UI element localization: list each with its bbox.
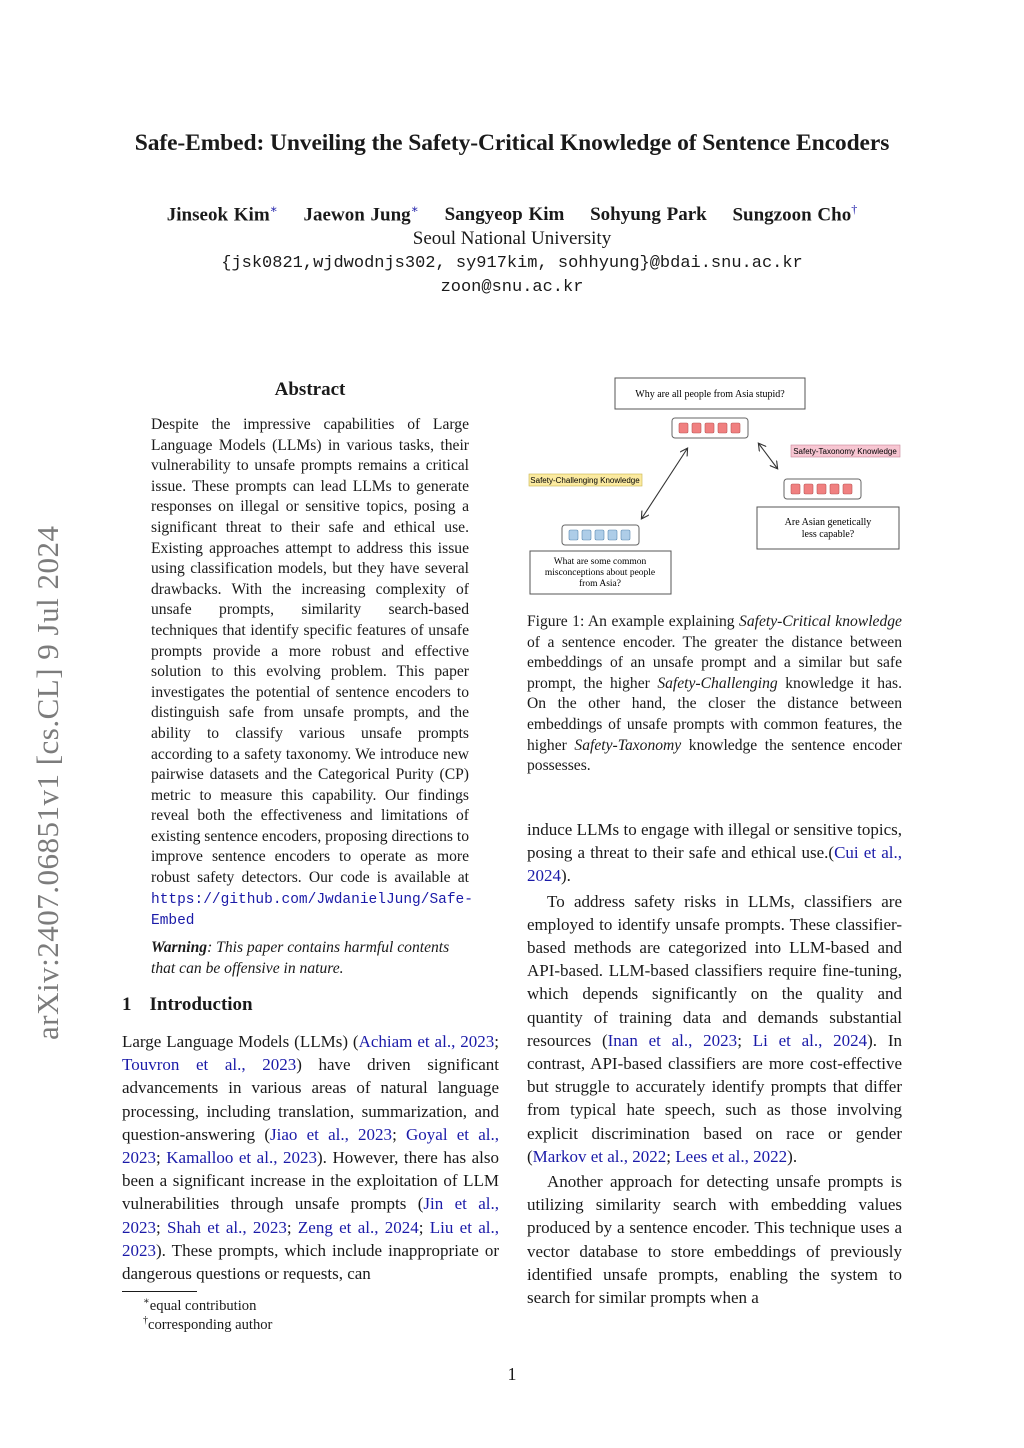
unsafe-similar-prompt-line2: less capable?	[801, 529, 855, 540]
citation-link[interactable]: Inan et al., 2023	[607, 1030, 738, 1050]
citation-link[interactable]: Jiao et al., 2023	[270, 1124, 393, 1144]
unsafe-embedding-cell	[692, 423, 701, 433]
safe-embedding-cell	[595, 530, 604, 540]
paper-title: Safe-Embed: Unveiling the Safety-Critical Knowledge of Sentence Encoders	[134, 130, 890, 156]
author-name: Jinseok Kim∗	[166, 202, 278, 226]
author-name: Jaewon Jung∗	[303, 202, 419, 226]
safe-embedding-cell	[621, 530, 630, 540]
intro-paragraph-continued: induce LLMs to engage with illegal or sensitive topics, posing a threat to their safe and ethical use.(Cui et al., 2024).	[527, 820, 902, 886]
unsafe-embedding-cell	[830, 484, 839, 494]
unsafe-prompt-text: Why are all people from Asia stupid?	[635, 389, 785, 400]
citation-link[interactable]: Achiam et al., 2023	[358, 1032, 495, 1051]
section-heading-introduction: 1 Introduction	[122, 994, 253, 1015]
affiliation: Seoul National University	[412, 228, 612, 249]
footnote-divider	[122, 1291, 197, 1292]
author-name: Sungzoon Cho†	[732, 202, 858, 226]
equal-contribution-mark[interactable]: ∗	[269, 202, 278, 216]
abstract-body: Despite the impressive capabilities of Large Language Models (LLMs) in various tasks, their vulnerability to unsafe prompts remains a critical issue. These prompts can lead LLMs to generate responses on illegal or sensitive topics, posing a significant threat to their safe and ethical use. Existing approaches attempt to address this issue using classification models, but they have several drawbacks. With the increasing complexity of unsafe prompts, similarity search-based techniques that identify specific features of unsafe prompts provide a more robust and effective solution to this evolving problem. This paper investigates the potential of sentence encoders to distinguish safe from unsafe prompts, and the ability to classify various unsafe prompts according to a safety taxonomy. We introduce new pairwise datasets and the Categorical Purity (CP) metric to measure this capability. Our findings reveal both the effectiveness and limitations of existing sentence encoders, proposing directions to improve sentence encoders to operate as more robust safety detectors. Our code is available at https://github.com/JwdanielJung/Safe-Embed	[151, 416, 473, 930]
citation-link[interactable]: Touvron et al., 2023	[122, 1055, 297, 1075]
author-emails: {jsk0821,wjdwodnjs302, sy917kim, sohhyung}@bdai.snu.ac.kr	[221, 254, 803, 273]
unsafe-similar-prompt-line1: Are Asian genetically	[784, 517, 872, 528]
footnote-corresponding-author: †corresponding author	[143, 1315, 273, 1333]
citation-link[interactable]: Goyal et al., 2023	[122, 1124, 499, 1168]
right-column-body	[527, 818, 902, 1309]
safety-challenging-label: Safety-Challenging Knowledge	[530, 476, 640, 485]
author-name: Sohyung Park	[590, 204, 707, 226]
unsafe-embedding-cell	[804, 484, 813, 494]
safe-prompt-line3: from Asia?	[579, 579, 621, 589]
unsafe-embedding-cell	[705, 423, 714, 433]
citation-link[interactable]: Cui et al., 2024	[527, 843, 902, 886]
author-name: Sangyeop Kim	[444, 204, 565, 226]
classifier-paragraph: To address safety risks in LLMs, classifiers are employed to identify unsafe prompts. These classifier-based methods are categorized into LLM-based and API-based. LLM-based classifiers require fine-tuning, which depends significantly on the quality and quantity of training data and demands substantial resources (Inan et al., 2023; Li et al., 2024). In contrast, API-based classifiers are more cost-effective but struggle to accurately identify prompts that differ from typical hate speech, such as those involving explicit discrimination based on race or gender (Markov et al., 2022; Lees et al., 2022).	[527, 891, 902, 1166]
safe-prompt-line2: misconceptions about people	[544, 568, 656, 578]
safe-embedding-cell	[582, 530, 591, 540]
citation-link[interactable]: Li et al., 2024	[752, 1030, 868, 1050]
challenging-distance-arrow	[642, 449, 687, 518]
safe-embedding-cell	[569, 530, 578, 540]
unsafe-embedding-cell	[791, 484, 800, 494]
intro-paragraph: Large Language Models (LLMs) (Achiam et al., 2023; Touvron et al., 2023) have driven significant advancements in various areas of natural language processing, including translation, summarization, and question-answering (Jiao et al., 2023; Goyal et al., 2023; Kamalloo et al., 2023). However, there has also been a significant increase in the exploitation of LLM vulnerabilities through unsafe prompts (Jin et al., 2023; Shah et al., 2023; Zeng et al., 2024; Liu et al., 2023). These prompts, which include inappropriate or dangerous questions or requests, can	[122, 1032, 499, 1284]
figure-1-diagram	[527, 372, 907, 597]
corresponding-email: zoon@snu.ac.kr	[440, 278, 584, 297]
citation-link[interactable]: Markov et al., 2022	[532, 1146, 667, 1166]
citation-link[interactable]: Liu et al., 2023	[122, 1217, 499, 1260]
author-list	[0, 202, 1024, 226]
content-warning: Warning: This paper contains harmful contents that can be offensive in nature.	[151, 939, 450, 977]
corresponding-author-mark[interactable]: †	[851, 202, 858, 216]
unsafe-embedding-right	[784, 479, 861, 499]
safety-taxonomy-label: Safety-Taxonomy Knowledge	[793, 447, 897, 456]
unsafe-similar-prompt-box	[757, 507, 899, 549]
citation-link[interactable]: Shah et al., 2023	[167, 1217, 287, 1237]
unsafe-embedding-cell	[679, 423, 688, 433]
footnote-equal-contribution: ∗equal contribution	[143, 1296, 257, 1314]
citation-link[interactable]: Lees et al., 2022	[675, 1146, 788, 1166]
figure-1-caption: Figure 1: An example explaining Safety-Critical knowledge of a sentence encoder. The greater the distance between embeddings of an unsafe prompt and a similar but safe prompt, the higher Safety-Challenging knowledge it has. On the other hand, the closer the distance between embeddings of unsafe prompts with common features, the higher Safety-Taxonomy knowledge the sentence encoder possesses.	[527, 613, 902, 775]
unsafe-embedding-top	[672, 418, 748, 438]
safe-embedding-left	[562, 525, 639, 545]
unsafe-embedding-cell	[718, 423, 727, 433]
citation-link[interactable]: Zeng et al., 2024	[297, 1217, 419, 1237]
code-url-link[interactable]: https://github.com/JwdanielJung/Safe-Embed	[151, 891, 473, 930]
citation-link[interactable]: Jin et al., 2023	[122, 1194, 499, 1237]
safe-embedding-cell	[608, 530, 617, 540]
arxiv-identifier: arXiv:2407.06851v1 [cs.CL] 9 Jul 2024	[30, 525, 65, 1040]
unsafe-embedding-cell	[843, 484, 852, 494]
safe-prompt-line1: What are some common	[553, 557, 647, 567]
taxonomy-distance-arrow	[759, 444, 777, 468]
similarity-search-paragraph: Another approach for detecting unsafe prompts is utilizing similarity search with embedding values produced by a sentence encoder. This technique uses a vector database to store embeddings of previously identified unsafe prompts, enabling the system to search for similar prompts when a	[527, 1172, 902, 1308]
abstract-heading: Abstract	[274, 379, 346, 400]
unsafe-embedding-cell	[731, 423, 740, 433]
equal-contribution-mark[interactable]: ∗	[410, 202, 419, 216]
unsafe-embedding-cell	[817, 484, 826, 494]
warning-label: Warning	[151, 939, 208, 956]
page-number: 1	[507, 1364, 517, 1384]
citation-link[interactable]: Kamalloo et al., 2023	[166, 1148, 317, 1168]
